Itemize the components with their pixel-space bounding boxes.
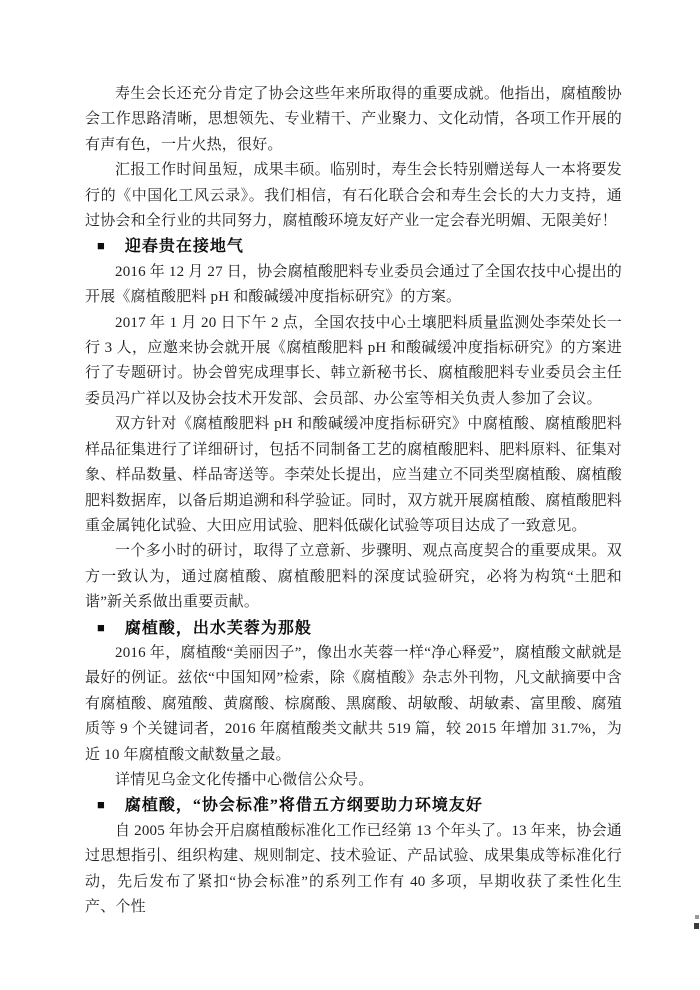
paragraph: 寿生会长还充分肯定了协会这些年来所取得的重要成就。他指出，腐植酸协会工作思路清晰，思想领先、专业精干、产业聚力、文化动情，各项工作开展的有声有色，一片火热，很好。 — [85, 86, 622, 153]
paragraph: 一个多小时的研讨，取得了立意新、步骤明、观点高度契合的重要成果。双方一致认为，通过腐植酸、腐植酸肥料的深度试验研究，必将为构筑“土肥和谐”新关系做出重要贡献。 — [85, 543, 622, 611]
document-body — [85, 82, 622, 920]
paragraph: 双方针对《腐植酸肥料 pH 和酸碱缓冲度指标研究》中腐植酸、腐植酸肥料样品征集进行了详细研讨，包括不同制备工艺的腐植酸肥料、肥料原料、征集对象、样品数量、样品寄送等。李荣处长提出，应当建立不同类型腐植酸、腐植酸肥料数据库，以备后期追溯和科学验证。同时，双方就开展腐植酸、腐植酸肥料重金属钝化试验、大田应用试验、肥料低碳化试验等项目达成了一致意见。 — [85, 416, 622, 534]
section-heading-text: 腐植酸，“协会标准”将借五方纲要助力环境友好 — [124, 797, 483, 815]
section-heading — [85, 616, 622, 641]
paragraph: 详情见乌金文化传播中心微信公众号。 — [115, 771, 374, 788]
section-heading-text: 迎春贵在接地气 — [124, 238, 244, 256]
paragraph: 2016 年，腐植酸“美丽因子”，像出水芙蓉一样“净心释爱”，腐植酸文献就是最好的例证。兹依“中国知网”检索，除《腐植酸》杂志外刊物，凡文献摘要中含有腐植酸、腐殖酸、黄腐酸、棕腐酸、黑腐酸、胡敏酸、胡敏素、富里酸、腐殖质等 9 个关键词者，2016 年腐植酸类文献共 519 篇，较 2015 年增加 31.7%，为近 10 年腐植酸文献数量之最。 — [85, 644, 622, 763]
paragraph: 自 2005 年协会开启腐植酸标准化工作已经第 13 个年头了。13 年来，协会通过思想指引、组织构建、规则制定、技术验证、产品试验、成果集成等标准化行动，先后发布了紧扣“协会标准”的系列工作有 40 多项，早期收获了柔性化生产、个性 — [85, 822, 622, 915]
scan-artifact-light — [695, 915, 699, 919]
section-bullet-icon: ■ — [97, 238, 105, 254]
section-heading — [85, 234, 622, 259]
section-heading-text: 腐植酸，出水芙蓉为那般 — [124, 619, 312, 637]
paragraph: 汇报工作时间虽短，成果丰硕。临别时，寿生会长特别赠送每人一本将要发行的《中国化工风云录》。我们相信，有石化联合会和寿生会长的大力支持，通过协会和全行业的共同努力，腐植酸环境友好产业一定会春光明媚、无限美好！ — [85, 162, 622, 230]
section-bullet-icon: ■ — [97, 797, 105, 813]
paragraph: 2016 年 12 月 27 日，协会腐植酸肥料专业委员会通过了全国农技中心提出的开展《腐植酸肥料 pH 和酸碱缓冲度指标研究》的方案。 — [85, 263, 622, 306]
section-bullet-icon: ■ — [97, 619, 105, 635]
paragraph: 2017 年 1 月 20 日下午 2 点，全国农技中心土壤肥料质量监测处李荣处长一行 3 人，应邀来协会就开展《腐植酸肥料 pH 和酸碱缓冲度指标研究》的方案进行了专题研讨。协会曾宪成理事长、韩立新秘书长、腐植酸肥料专业委员会主任委员冯广祥以及协会技术开发部、会员部、办公室等相关负责人参加了会议。 — [85, 314, 622, 407]
section-heading — [85, 793, 622, 818]
scan-artifact-dark — [694, 923, 699, 929]
